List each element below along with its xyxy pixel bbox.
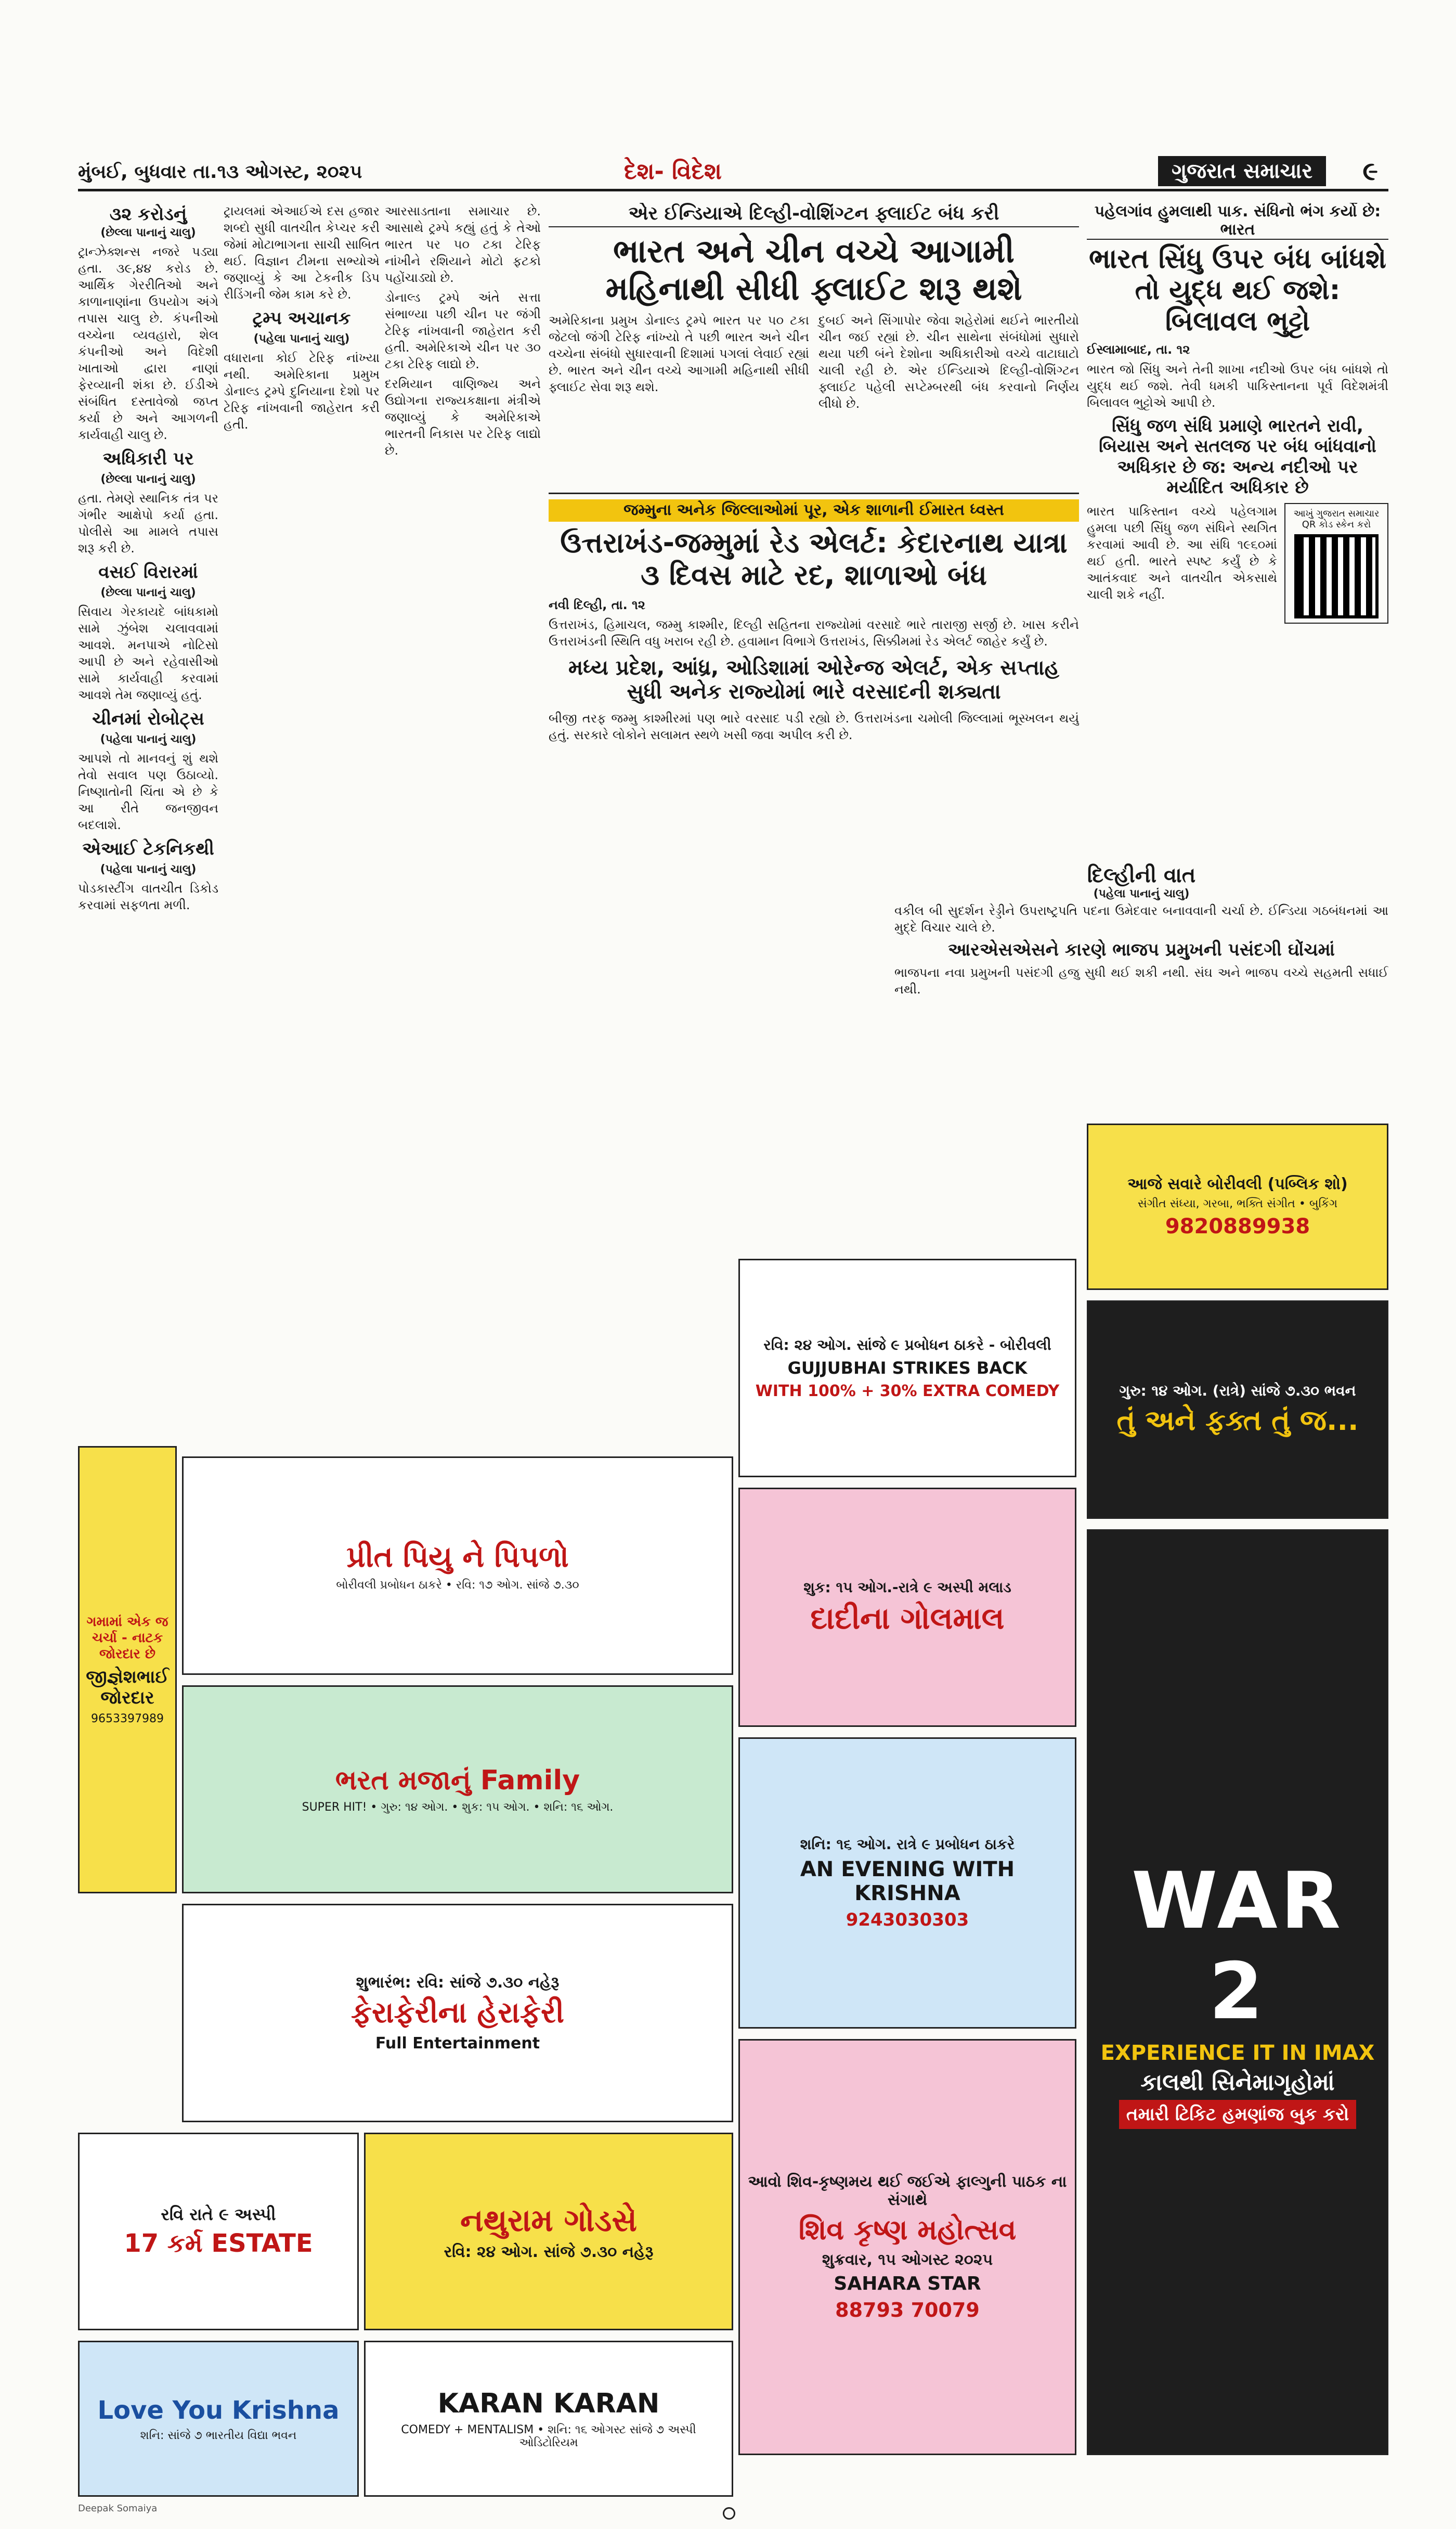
section-title: દેશ- વિદેશ bbox=[624, 158, 722, 185]
ad-title: શુભારંભ: રવિ: સાંજે ૭.૩૦ નહેરૂ bbox=[356, 1973, 560, 1992]
ad-title: રવિ રાતે ૯ અસ્પી bbox=[161, 2204, 276, 2224]
continued-label: (છેલ્લા પાનાનું ચાલુ) bbox=[100, 226, 196, 239]
column-3 bbox=[385, 203, 541, 1035]
dateline: નવી દિલ્હી, તા. ૧૨ bbox=[549, 597, 645, 612]
continued-label: (છેલ્લા પાનાનું ચાલુ) bbox=[100, 586, 196, 599]
story-headline: દિલ્હીની વાત bbox=[1087, 863, 1196, 887]
column-2 bbox=[224, 203, 380, 1035]
ad-nathuram-godse[interactable] bbox=[364, 2133, 733, 2330]
story-body: ડોનાલ્ડ ટ્રમ્પે અંતે સત્તા સંભાળ્યા પછી ચીન પર જંગી ટેરિફ નાંખવાની જાહેરાત કરી હતી. અમેરિકાએ ચીન પર ૩૦ ટકા ટેરિફ લાદ્યો છે. bbox=[385, 290, 541, 371]
qr-label: આખું ગુજરાત સમાચાર QR કોડ સ્કેન કરો bbox=[1293, 508, 1380, 530]
story-body: હતા. તેમણે સ્થાનિક તંત્ર પર ગંભીર આક્ષેપો કર્યા હતા. પોલીસે આ મામલે તપાસ શરૂ કરી છે. bbox=[78, 491, 218, 556]
story-body: ભાજપના નવા પ્રમુખની પસંદગી હજુ સુધી થઈ શકી નથી. સંઘ અને ભાજપ વચ્ચે સહમતી સધાઈ નથી. bbox=[894, 965, 1388, 997]
ad-tag: Full Entertainment bbox=[375, 2034, 540, 2053]
ad-borivali-public-show[interactable] bbox=[1087, 1124, 1388, 1290]
ad-gujjubhai[interactable] bbox=[738, 1259, 1076, 1477]
issue-date: મુંબઈ, બુધવાર તા.૧૩ ઓગસ્ટ, ૨૦૨૫ bbox=[78, 161, 362, 183]
continued-label: (પહેલા પાનાનું ચાલુ) bbox=[100, 733, 197, 746]
story-text bbox=[894, 964, 1388, 998]
story-flights bbox=[549, 203, 1079, 494]
ad-offer: WITH 100% + 30% EXTRA COMEDY bbox=[755, 1382, 1060, 1400]
qr-box[interactable] bbox=[1284, 503, 1388, 624]
story-body: ઉત્તરાખંડ, હિમાચલ, જમ્મુ કાશ્મીર, દિલ્હી સહિતના રાજ્યોમાં વરસાદે ભારે તારાજી સર્જી છે. ખાસ કરીને ઉત્તરાખંડની સ્થિતિ વધુ ખરાબ રહી છે. હવામાન વિભાગે ઉત્તરાખંડ, સિક્કીમમાં રેડ એલર્ટ જાહેર કર્યું છે. bbox=[549, 617, 1079, 649]
ad-phone: 88793 70079 bbox=[835, 2299, 980, 2321]
story-headline: ભારત સિંધુ ઉપર બંધ બાંધશે તો યુદ્ધ થઈ જશે: બિલાવલ ભુટ્ટો bbox=[1089, 243, 1386, 337]
ad-title: આવો શિવ-કૃષ્ણમય થઈ જઈએ ફાલ્ગુની પાઠક ના સંગાથે bbox=[748, 2173, 1067, 2209]
dateline: ઈસ્લામાબાદ, તા. ૧૨ bbox=[1087, 342, 1190, 357]
story-body: ભારત પાકિસ્તાન વચ્ચે પહેલગામ હુમલા પછી સિંધુ જળ સંધિને સ્થગિત કરવામાં આવી છે. આ સંધિ ૧૯૬૦માં થઈ હતી. ભારતે સ્પષ્ટ કર્યું છે કે આતંકવાદ અને વાતચીત એકસાથે ચાલી શકે નહીં. bbox=[1087, 504, 1277, 602]
story-kicker: એર ઈન્ડિયાએ દિલ્હી-વોશિંગ્ટન ફ્લાઈટ બંધ કરી bbox=[549, 203, 1079, 227]
story-subhead: સિંધુ જળ સંધિ પ્રમાણે ભારતને રાવી, બિયાસ અને સતલજ પર બંધ બાંધવાનો અધિકાર છે જ: અન્ય નદીઓ પર મર્યાદિત અધિકાર છે bbox=[1099, 416, 1376, 498]
ad-subtitle: SUPER HIT! • ગુરુ: ૧૪ ઓગ. • શુક: ૧૫ ઓગ. • શનિ: ૧૬ ઓગ. bbox=[302, 1801, 614, 1814]
page-number: ૯ bbox=[1362, 156, 1378, 186]
story-highlight: આરએસએસને કારણે ભાજપ પ્રમુખની પસંદગી ઘોંચમાં bbox=[948, 939, 1335, 960]
story-columns bbox=[549, 312, 1079, 415]
story-headline: ઉત્તરાખંડ-જમ્મુમાં રેડ એલર્ટ: કેદારનાથ યાત્રા ૩ દિવસ માટે રદ, શાળાઓ બંધ bbox=[560, 526, 1068, 591]
masthead: ગુજરાત સમાચાર bbox=[1158, 156, 1326, 186]
story-heading: ૩૨ કરોડનું bbox=[109, 204, 187, 225]
ad-jignesh-bhai[interactable] bbox=[78, 1446, 177, 1893]
story-bottom bbox=[1087, 503, 1388, 624]
story-body: ટ્રાન્ઝેક્શન્સ નજરે પડ્યા હતા. ૩૯,૪૪ કરોડ છે. આર્થિક ગેરરીતિઓ અને કાળાનાણાંના ઉપયોગ અંગે તપાસ ચાલુ છે. કંપનીઓ વચ્ચેના વ્યવહારો, શેલ કંપનીઓ અને વિદેશી ખાતાઓ દ્વારા નાણાં ફેરવ્યાની શંકા છે. ઈડીએ સંબંધિત દસ્તાવેજો જપ્ત કર્યા છે અને આગળની કાર્યવાહી ચાલુ છે. bbox=[78, 244, 218, 442]
ad-subtitle: બોરીવલી પ્રબોધન ઠાકરે • રવિ: ૧૭ ઓગ. સાંજે ૭.૩૦ bbox=[336, 1578, 579, 1592]
ad-tu-ane-fakt-tu[interactable] bbox=[1087, 1300, 1388, 1519]
registration-mark-icon bbox=[723, 2507, 735, 2520]
qr-code-icon[interactable] bbox=[1294, 534, 1379, 618]
story-body: વધારાના કોઈ ટેરિફ નાંખ્યા નથી. અમેરિકાના પ્રમુખ ડોનાલ્ડ ટ્રમ્પે દુનિયાના દેશો પર ટેરિફ નાંખવાની જાહેરાત કરી હતી. bbox=[224, 351, 380, 432]
story-delhi bbox=[894, 863, 1388, 1113]
ad-title: WAR 2 bbox=[1131, 1855, 1344, 2037]
ad-show: ફેરાફેરીના હેરાફેરી bbox=[351, 1996, 564, 2030]
ad-show: તું અને ફક્ત તું જ... bbox=[1116, 1404, 1359, 1437]
story-body: આપશે તો માનવનું શું થશે તેવો સવાલ પણ ઉઠાવ્યો. નિષ્ણાતોની ચિંતા એ છે કે આ રીતે જનજીવન બદલાશે. bbox=[78, 751, 218, 832]
ad-show: દાદીના ગોલમાલ bbox=[810, 1600, 1005, 1636]
story-subhead: મધ્ય પ્રદેશ, આંધ્ર, ઓડિશામાં ઓરેન્જ એલર્ટ, એક સપ્તાહ સુધી અનેક રાજ્યોમાં ભારે વરસાદની શક્યતા bbox=[568, 655, 1059, 704]
continued-label: (છેલ્લા પાનાનું ચાલુ) bbox=[100, 473, 196, 486]
ad-venue: SAHARA STAR bbox=[834, 2273, 981, 2294]
ad-title: નથુરામ ગોડસે bbox=[460, 2202, 638, 2239]
ad-show: GUJJUBHAI STRIKES BACK bbox=[787, 1358, 1028, 1378]
story-body: સિવાય ગેરકાયદે બાંધકામો સામે ઝુંબેશ ચલાવવામાં આવશે. મનપાએ નોટિસો આપી છે અને રહેવાસીઓ સામે કાર્યવાહી કરવામાં આવશે તેમ જણાવ્યું હતું. bbox=[78, 604, 218, 702]
story-body: આરસાડતાના સમાચાર છે. આસાથે ટ્રમ્પે કહ્યું હતું કે તેઓ ભારત પર ૫૦ ટકા ટેરિફ નાંખીને રશિયાને મોટો ફટકો પહોંચાડ્યો છે. bbox=[385, 204, 541, 285]
ad-title: આજે સવારે બોરીવલી (પબ્લિક શો) bbox=[1127, 1175, 1348, 1193]
ad-preet-piyu[interactable] bbox=[182, 1456, 733, 1675]
ad-date: શુક્રવાર, ૧૫ ઓગસ્ટ ૨૦૨૫ bbox=[822, 2251, 993, 2269]
ad-title: શુક: ૧૫ ઓગ.-રાત્રે ૯ અસ્પી મલાડ bbox=[803, 1578, 1011, 1596]
ad-title: ગુરુ: ૧૪ ઓગ. (રાત્રે) સાંજે ૭.૩૦ ભવન bbox=[1119, 1382, 1356, 1399]
ad-title: ભરત મજાનું Family bbox=[335, 1765, 580, 1796]
story-text bbox=[549, 597, 1079, 650]
ad-phone: 9653397989 bbox=[91, 1712, 164, 1725]
story-body: ભારત જો સિંધુ અને તેની શાખા નદીઓ ઉપર બંધ બાંધશે તો યુદ્ધ થઈ જશે. તેવી ધમકી પાકિસ્તાનના પૂર્વ વિદેશમંત્રી બિલાવલ ભુટ્ટોએ આપી છે. bbox=[1087, 362, 1388, 410]
ad-shiv-krishna[interactable] bbox=[738, 2039, 1076, 2455]
ad-title: શનિ: ૧૬ ઓગ. રાત્રે ૯ પ્રબોધન ઠાકરે bbox=[800, 1836, 1015, 1853]
story-heading: ચીનમાં રોબોટ્સ bbox=[92, 708, 204, 729]
ad-phone: 9243030303 bbox=[846, 1909, 969, 1930]
story-heading: વસઈ વિરારમાં bbox=[98, 562, 198, 583]
story-body: અમેરિકાના પ્રમુખ ડોનાલ્ડ ટ્રમ્પે ભારત પર ૫૦ ટકા જેટલો જંગી ટેરિફ નાંખ્યો તે પછી ભારત અને ચીન વચ્ચેના સંબંધો સુધારવાની દિશામાં પગલાં લેવાઈ રહ્યાં છે. ભારત અને ચીન વચ્ચે આગામી મહિનાથી સીધી ફ્લાઈટ સેવા શરૂ થશે. bbox=[549, 313, 809, 394]
story-body: પોડકાસ્ટીંગ વાતચીત ડિકોડ કરવામાં સફળતા મળી. bbox=[78, 881, 218, 912]
book-ticket-button[interactable]: તમારી ટિકિટ હમણાંજ બુક કરો bbox=[1119, 2100, 1356, 2129]
footer-credit: Deepak Somaiya bbox=[78, 2503, 158, 2514]
ad-subtitle: રવિ: ૨૪ ઓગ. સાંજે ૭.૩૦ નહેરૂ bbox=[444, 2242, 654, 2261]
continued-label: (પહેલા પાનાનું ચાલુ) bbox=[253, 332, 350, 345]
story-heading: અધિકારી પર bbox=[102, 448, 194, 469]
continued-label: (પહેલા પાનાનું ચાલુ) bbox=[100, 863, 197, 876]
ad-subtitle: સંગીત સંધ્યા, ગરબા, ભક્તિ સંગીત • બુકિંગ bbox=[1137, 1197, 1338, 1210]
story-kicker: પહેલગાંવ હુમલાથી પાક. સંધિનો ભંગ કર્યો છે: ભારત bbox=[1087, 203, 1388, 240]
ad-title: પ્રીત પિયુ ને પિપળો bbox=[346, 1540, 569, 1574]
story-text bbox=[1087, 341, 1388, 411]
ad-tag: EXPERIENCE IT IN IMAX bbox=[1100, 2041, 1375, 2065]
column-1 bbox=[78, 203, 218, 1436]
story-body: દુબઈ અને સિંગાપોર જેવા શહેરોમાં થઈને ભારતીયો ચીન જઈ રહ્યાં છે. ચીન સાથેના સંબંધોમાં સુધારો થયા પછી બંને દેશોના અધિકારીઓ વચ્ચે વાટાઘાટો ચાલી રહી છે. એર ઈન્ડિયાએ દિલ્હી-વોશિંગ્ટન ફ્લાઈટ પહેલી સપ્ટેમ્બરથી બંધ કરવાનો નિર્ણય લીધો છે. bbox=[818, 313, 1079, 411]
ad-title: KARAN KARAN bbox=[437, 2388, 660, 2419]
ad-show: 17 કર્મ ESTATE bbox=[124, 2229, 313, 2258]
page-header bbox=[78, 156, 1388, 191]
ad-title: Love You Krishna bbox=[97, 2395, 340, 2425]
story-body: વકીલ બી સુદર્શન રેડ્ડીને ઉપરાષ્ટ્રપતિ પદના ઉમેદવાર બનાવવાની ચર્ચા છે. ઈન્ડિયા ગઠબંધનમાં આ મુદ્દે વિચાર ચાલે છે. bbox=[894, 904, 1388, 935]
ad-title: રવિ: ૨૪ ઓગ. સાંજે ૯ પ્રબોધન ઠાકરે - બોરીવલી bbox=[763, 1336, 1051, 1353]
continued-label: (પહેલા પાનાનું ચાલુ) bbox=[1093, 887, 1190, 900]
ad-love-you-krishna[interactable] bbox=[78, 2341, 359, 2497]
story-body: ટ્રાયલમાં એઆઈએ દસ હજાર શબ્દો સુધી વાતચીત કેપ્ચર કરી જેમાં મોટાભાગના સાચી સાબિત થઈ. વિજ્ઞાન ટીમના સભ્યોએ જણાવ્યું કે આ ટેકનીક ડિપ રીડિંગની જેમ કામ કરે છે. bbox=[224, 204, 380, 302]
story-text bbox=[549, 710, 1079, 743]
story-text bbox=[1087, 503, 1277, 624]
ad-show: શિવ કૃષ્ણ મહોત્સવ bbox=[798, 2213, 1017, 2246]
story-body: બીજી તરફ જમ્મુ કાશ્મીરમાં પણ ભારે વરસાદ પડી રહ્યો છે. ઉત્તરાખંડના ચમોલી જિલ્લામાં ભૂસ્ખલન થયું હતું. સરકારે લોકોને સલામત સ્થળે ખસી જવા અપીલ કરી છે. bbox=[549, 711, 1079, 742]
story-text bbox=[894, 902, 1388, 936]
ad-karan-karan[interactable] bbox=[364, 2341, 733, 2497]
ad-ferafari[interactable] bbox=[182, 1904, 733, 2122]
story-headline: ભારત અને ચીન વચ્ચે આગામી મહિનાથી સીધી ફ્લાઈટ શરૂ થશે bbox=[605, 232, 1022, 307]
ad-show: AN EVENING WITH KRISHNA bbox=[800, 1857, 1015, 1905]
ad-subtitle: COMEDY + MENTALISM • શનિ: ૧૬ ઓગસ્ટ સાંજે ૭ અસ્પી ઓડિટોરિયમ bbox=[401, 2423, 696, 2449]
story-body: દરમિયાન વાણિજ્ય અને ઉદ્યોગના રાજ્યકક્ષાના મંત્રીએ જણાવ્યું કે અમેરિકાએ ભારતની નિકાસ પર ટેરિફ લાદ્યો છે. bbox=[385, 377, 541, 458]
ad-phone: 9820889938 bbox=[1165, 1215, 1310, 1238]
story-heading: એઆઈ ટેકનિકથી bbox=[82, 838, 214, 859]
ad-karma-estate[interactable] bbox=[78, 2133, 359, 2330]
ad-show: જીજ્ઞેશભાઈ જોરદાર bbox=[86, 1667, 169, 1708]
ad-bharat-family[interactable] bbox=[182, 1685, 733, 1893]
ad-war-2[interactable] bbox=[1087, 1529, 1388, 2455]
story-heading: ટ્રમ્પ અચાનક bbox=[252, 308, 351, 329]
ad-title: ગમામાં એક જ ચર્ચા - નાટક જોરદાર છે bbox=[86, 1614, 168, 1662]
ad-subtitle: કાલથી સિનેમાગૃહોમાં bbox=[1140, 2069, 1335, 2096]
story-kicker: જમ્મુના અનેક જિલ્લાઓમાં પૂર, એક શાળાની ઈમારત ધ્વસ્ત bbox=[549, 499, 1079, 522]
story-bhutto bbox=[1087, 203, 1388, 853]
ad-dadina-golmal[interactable] bbox=[738, 1488, 1076, 1727]
ad-evening-krishna[interactable] bbox=[738, 1737, 1076, 2029]
ad-subtitle: શનિ: સાંજે ૭ ભારતીય વિદ્યા ભવન bbox=[140, 2429, 297, 2442]
